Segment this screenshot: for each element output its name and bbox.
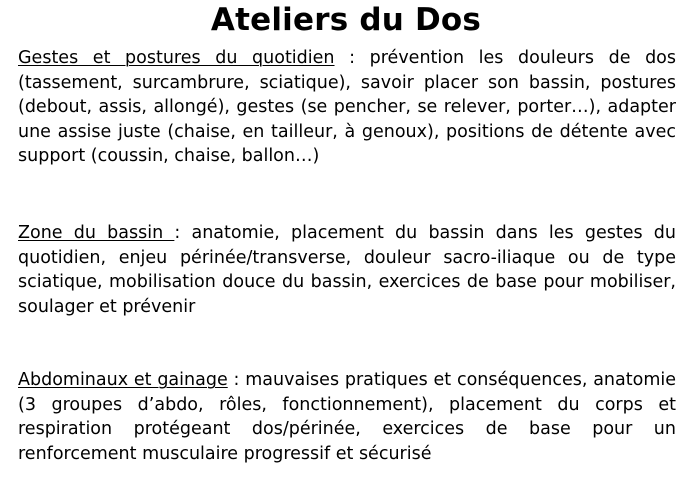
section-heading: Zone du bassin bbox=[18, 223, 175, 243]
section-separator: : bbox=[174, 223, 192, 243]
section-zone-bassin bbox=[18, 221, 676, 319]
section-abdominaux-gainage bbox=[18, 368, 676, 466]
section-body: mauvaises pratiques et conséquences, anatomie (3 groupes d’abdo, rôles, fonctionnement), placement du corps et respiration protégeant dos/périnée, exercices de base pour un renforcement musculaire progressif et sécurisé bbox=[18, 370, 676, 464]
section-body: anatomie, placement du bassin dans les gestes du quotidien, enjeu périnée/transverse, douleur sacro-iliaque ou de type sciatique, mobilisation douce du bassin, exercices de base pour mobiliser, soulager et prévenir bbox=[18, 223, 676, 317]
section-heading: Abdominaux et gainage bbox=[18, 370, 228, 390]
section-separator: : bbox=[334, 48, 370, 68]
section-body: prévention les douleurs de dos (tassement, surcambrure, sciatique), savoir placer son bassin, postures (debout, assis, allongé), gestes (se pencher, se relever, porter…), adapter une assise juste (chaise, en tailleur, à genoux), positions de détente avec support (coussin, chaise, ballon…) bbox=[18, 48, 676, 167]
section-heading: Gestes et postures du quotidien bbox=[18, 48, 335, 68]
page-title: Ateliers du Dos bbox=[210, 2, 482, 38]
section-gestes-postures bbox=[18, 46, 676, 169]
section-separator: : bbox=[227, 370, 246, 390]
